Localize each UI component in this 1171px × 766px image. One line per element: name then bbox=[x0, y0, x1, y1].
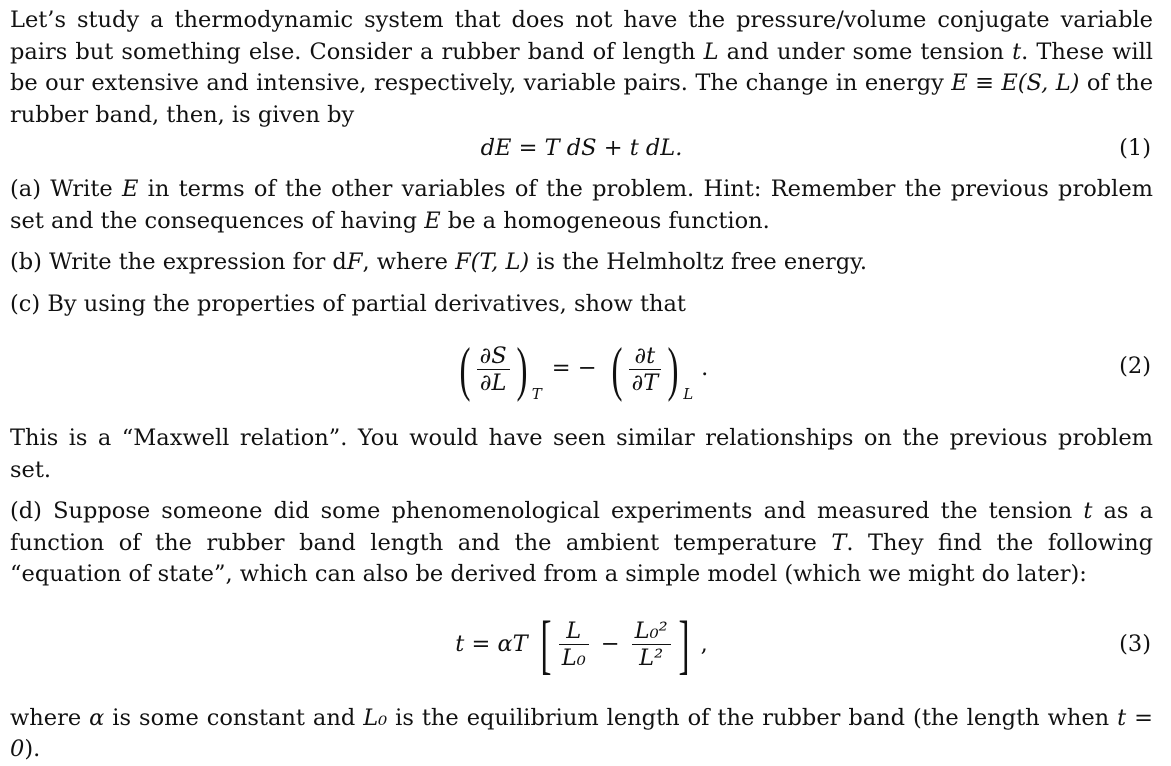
part-b-text-1: Write the expression for d bbox=[41, 249, 347, 275]
fraction-numerator: ∂t bbox=[634, 342, 656, 369]
paren-close-2: ) bbox=[667, 336, 679, 402]
fraction-L0sq-over-Lsq bbox=[632, 618, 671, 671]
comma: , bbox=[700, 630, 708, 657]
equation-3 bbox=[10, 591, 1153, 703]
closing-paragraph bbox=[10, 703, 1153, 766]
part-d bbox=[10, 496, 1153, 591]
part-d-text-1: Suppose someone did some phenomenological experiments and measured the tension bbox=[41, 498, 1084, 524]
paren-open-2: ( bbox=[611, 336, 623, 402]
var-free-energy: F bbox=[346, 249, 363, 275]
fraction-dS-dL bbox=[477, 343, 510, 396]
bracket-open: [ bbox=[540, 607, 552, 681]
equation-3-number: (3) bbox=[1119, 630, 1151, 657]
part-c-text-1: By using the properties of partial derivatives, show that bbox=[40, 290, 686, 317]
period: . bbox=[701, 355, 709, 381]
equation-1-number: (1) bbox=[1119, 135, 1151, 161]
helmholtz-function: F(T, L) bbox=[455, 249, 530, 275]
minus-sign: − bbox=[600, 630, 620, 657]
fraction-L-over-L0 bbox=[559, 618, 589, 671]
equation-2-number: (2) bbox=[1119, 353, 1151, 379]
var-temperature: T bbox=[831, 529, 847, 556]
closing-text-4: ). bbox=[24, 736, 41, 762]
part-b-text-3: is the Helmholtz free energy. bbox=[529, 249, 868, 275]
subscript-T: T bbox=[531, 385, 542, 403]
condition-t-zero: t = 0 bbox=[10, 704, 1153, 762]
var-length: L bbox=[703, 38, 719, 65]
bracket-close: ] bbox=[678, 607, 690, 681]
fraction-dt-dT bbox=[629, 343, 662, 396]
closing-text-3: is the equilibrium length of the rubber band (the length when bbox=[387, 704, 1118, 731]
var-alpha: α bbox=[89, 704, 105, 731]
part-a-text-2: in terms of the other variables of the problem. Hint: Remember the previous problem set and the consequences of having bbox=[10, 176, 1153, 234]
part-a-text-3: be a homogeneous function. bbox=[440, 207, 770, 234]
part-b-label: (b) bbox=[10, 249, 42, 275]
paren-close-1: ) bbox=[516, 336, 528, 402]
equation-3-lhs: t = αT bbox=[455, 630, 528, 657]
var-energy: E bbox=[121, 176, 139, 202]
equals-minus: = − bbox=[551, 355, 597, 381]
var-tension-2: t bbox=[1083, 498, 1093, 524]
fraction-numerator: L bbox=[566, 618, 582, 644]
fraction-denominator: L₀ bbox=[559, 644, 589, 671]
document bbox=[10, 5, 1153, 766]
fraction-denominator: L² bbox=[632, 644, 671, 671]
part-d-text-3: . They find the following “equation of state”, which can also be derived from a simple model (which we might do later): bbox=[10, 529, 1153, 587]
equation-1 bbox=[10, 131, 1153, 165]
subscript-L: L bbox=[683, 385, 694, 403]
paren-open-1: ( bbox=[459, 336, 471, 402]
fraction-denominator: ∂L bbox=[477, 369, 510, 396]
intro-text-2: and under some tension bbox=[718, 38, 1013, 65]
part-c-label: (c) bbox=[10, 290, 41, 317]
part-d-label: (d) bbox=[10, 498, 42, 524]
maxwell-paragraph: This is a “Maxwell relation”. You would have seen similar relationships on the previous problem set. bbox=[10, 425, 1153, 483]
part-a-label: (a) bbox=[10, 176, 41, 202]
var-tension: t bbox=[1012, 38, 1022, 65]
part-b-text-2: , where bbox=[362, 249, 456, 275]
var-energy-2: E bbox=[424, 207, 441, 234]
intro-paragraph bbox=[10, 5, 1153, 131]
var-L0: L₀ bbox=[363, 704, 388, 731]
closing-text-1: where bbox=[10, 704, 90, 731]
equation-1-body: dE = T dS + t dL. bbox=[480, 135, 683, 161]
intro-text-4: of the rubber band, then, is given by bbox=[10, 70, 1154, 128]
equation-2 bbox=[10, 320, 1153, 420]
intro-text-3: . These will be our extensive and intensive, respectively, variable pairs. The change in energy bbox=[10, 38, 1153, 96]
closing-text-2: is some constant and bbox=[104, 704, 364, 731]
fraction-numerator: ∂S bbox=[479, 342, 507, 369]
part-a bbox=[10, 174, 1153, 237]
part-a-text-1: Write bbox=[40, 176, 122, 202]
fraction-denominator: ∂T bbox=[629, 369, 662, 396]
intro-text-1: Let’s study a thermodynamic system that does not have the pressure/volume conjugate variable pairs but something else. Consider a rubber band of length bbox=[10, 7, 1153, 65]
fraction-numerator: L₀² bbox=[634, 618, 668, 644]
part-c bbox=[10, 289, 1153, 321]
part-b bbox=[10, 247, 1153, 279]
energy-expression: E ≡ E(S, L) bbox=[951, 70, 1080, 96]
part-d-text-2: as a function of the rubber band length and the ambient temperature bbox=[10, 498, 1153, 556]
